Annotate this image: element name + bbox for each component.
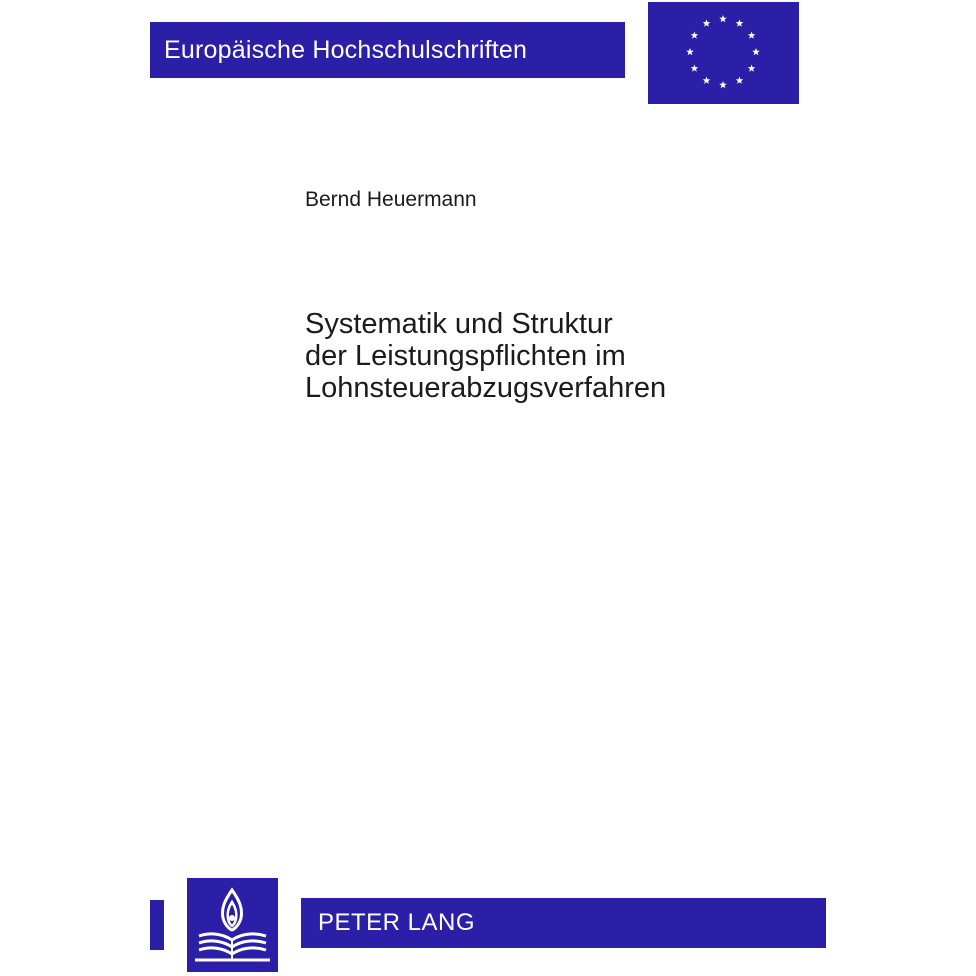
publisher-name: PETER LANG bbox=[318, 909, 476, 936]
star-icon bbox=[691, 65, 699, 72]
star-icon bbox=[719, 81, 727, 88]
star-icon bbox=[736, 77, 744, 84]
star-icon bbox=[748, 32, 756, 39]
publisher-banner bbox=[301, 898, 826, 948]
star-icon bbox=[736, 19, 744, 26]
book-title-line: der Leistungspflichten im bbox=[305, 340, 626, 372]
author-name: Bernd Heuermann bbox=[305, 188, 477, 211]
star-icon bbox=[691, 32, 699, 39]
decorative-strip bbox=[150, 900, 164, 950]
series-title: Europäische Hochschulschriften bbox=[164, 35, 528, 64]
series-banner bbox=[150, 22, 625, 78]
book-title-line: Systematik und Struktur bbox=[305, 308, 613, 340]
star-icon bbox=[752, 48, 760, 55]
eu-stars-graphic bbox=[648, 2, 799, 104]
star-icon bbox=[748, 65, 756, 72]
star-icon bbox=[703, 19, 711, 26]
eu-stars-icon bbox=[648, 2, 799, 104]
publisher-logo-icon bbox=[187, 878, 278, 972]
book-title-line: Lohnsteuerabzugsverfahren bbox=[305, 372, 667, 404]
book-title bbox=[305, 308, 905, 404]
star-icon bbox=[686, 48, 694, 55]
star-icon bbox=[719, 15, 727, 22]
flame-book-icon bbox=[187, 878, 278, 972]
star-icon bbox=[703, 77, 711, 84]
